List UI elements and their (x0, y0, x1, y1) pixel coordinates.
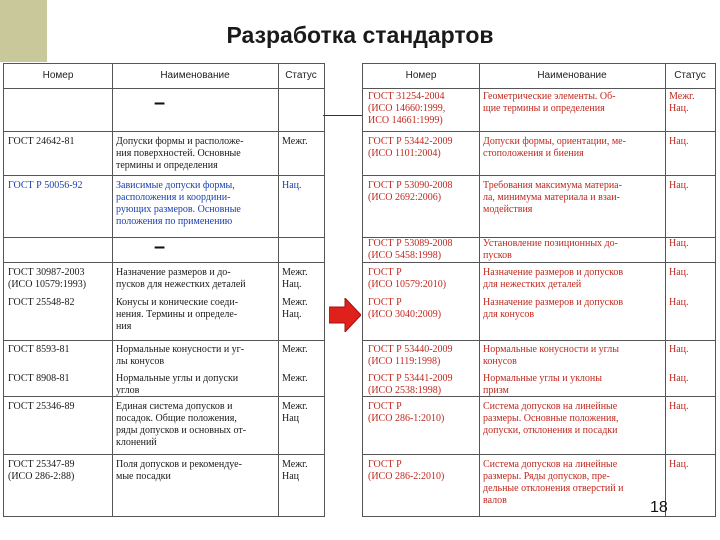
standard-status: Нац. (282, 180, 302, 191)
standard-name: Нормальные углы и уклоны призм (483, 373, 602, 396)
header-number: Номер (363, 64, 479, 89)
right-arrow-icon (329, 298, 361, 332)
standard-name: Нормальные углы и допуски углов (116, 373, 239, 396)
standard-number: ГОСТ Р (ИСО 3040:2009) (368, 297, 442, 320)
old-standards-table (3, 63, 325, 517)
standard-status: Нац. (669, 267, 689, 278)
standard-status: Нац. (669, 459, 689, 470)
header-number: Номер (4, 64, 112, 89)
standard-status: Межг. (282, 136, 308, 147)
standard-number: ГОСТ Р (ИСО 286-1:2010) (368, 401, 445, 424)
standard-number: ГОСТ Р (ИСО 286-2:2010) (368, 459, 445, 482)
standard-number: ГОСТ 8908-81 (8, 373, 70, 384)
standard-name: Система допусков на линейные размеры. Основные положения, допуски, отклонения и посадки (483, 401, 619, 436)
new-standards-table (362, 63, 716, 517)
standard-name: Зависимые допуски формы, расположения и координи- рующих размеров. Основные положения по применению (116, 180, 241, 227)
standard-status: Межг. (282, 373, 308, 384)
standard-number: ГОСТ Р 53089-2008 (ИСО 5458:1998) (368, 238, 453, 261)
standard-status: Межг. Нац (282, 459, 308, 482)
standard-number: ГОСТ 24642-81 (8, 136, 75, 147)
standard-name: Нормальные конусности и углы конусов (483, 344, 619, 367)
standard-number: ГОСТ Р 53440-2009 (ИСО 1119:1998) (368, 344, 453, 367)
standard-name: Установление позиционных до- пусков (483, 238, 618, 261)
standard-number: ГОСТ Р (ИСО 10579:2010) (368, 267, 447, 290)
standard-status: Межг. Нац. (669, 91, 695, 114)
standard-status: Межг. (282, 344, 308, 355)
standard-status: Межг. Нац (282, 401, 308, 424)
standard-status: Нац. (669, 238, 689, 249)
standard-name: Допуски формы, ориентации, ме- стоположения и биения (483, 136, 626, 159)
standard-number: ГОСТ 8593-81 (8, 344, 70, 355)
standard-number: ГОСТ Р 50056-92 (8, 180, 83, 191)
standard-number: ГОСТ 25347-89 (ИСО 286-2:88) (8, 459, 75, 482)
page-title: Разработка стандартов (226, 22, 494, 48)
connector-line (323, 115, 363, 116)
standard-name: Единая система допусков и посадок. Общие положения, ряды допусков и основных от- клонений (116, 401, 247, 448)
standard-name: Нормальные конусности и уг- лы конусов (116, 344, 245, 367)
standard-number: ГОСТ 25346-89 (8, 401, 75, 412)
header-name: Наименование (112, 64, 278, 89)
standard-status: Нац. (669, 401, 689, 412)
standard-name: Требования максимума материа- ла, минимума материала и взаи- модействия (483, 180, 622, 215)
standard-name: Геометрические элементы. Об- щие термины и определения (483, 91, 616, 114)
standard-number: ГОСТ 25548-82 (8, 297, 75, 308)
standard-status: Нац. (669, 180, 689, 191)
standard-number: ГОСТ Р 53090-2008 (ИСО 2692:2006) (368, 180, 453, 203)
no-standard-dash: – (154, 92, 166, 114)
standard-name: Назначение размеров и допусков для нежестких деталей (483, 267, 624, 290)
standard-name: Назначение размеров и допусков для конусов (483, 297, 624, 320)
standard-status: Межг. Нац. (282, 267, 308, 290)
standard-name: Допуски формы и расположе- ния поверхностей. Основные термины и определения (116, 136, 244, 171)
no-standard-dash: – (154, 236, 166, 258)
standard-name: Поля допусков и рекомендуе- мые посадки (116, 459, 242, 482)
page-number: 18 (650, 499, 668, 516)
standard-number: ГОСТ 31254-2004 (ИСО 14660:1999, ИСО 14661:1999) (368, 91, 446, 126)
standard-status: Нац. (669, 136, 689, 147)
header-status: Статус (278, 64, 324, 89)
standard-name: Система допусков на линейные размеры. Ряды допусков, пре- дельные отклонения отверстий и валов (483, 459, 624, 506)
standard-number: ГОСТ Р 53442-2009 (ИСО 1101:2004) (368, 136, 453, 159)
header-name: Наименование (479, 64, 665, 89)
standard-number: ГОСТ 30987-2003 (ИСО 10579:1993) (8, 267, 87, 290)
accent-bar (0, 0, 47, 62)
standard-status: Нац. (669, 373, 689, 384)
standard-name: Назначение размеров и до- пусков для нежестких деталей (116, 267, 246, 290)
standard-status: Нац. (669, 344, 689, 355)
standard-status: Нац. (669, 297, 689, 308)
header-status: Статус (665, 64, 715, 89)
standard-status: Межг. Нац. (282, 297, 308, 320)
standard-number: ГОСТ Р 53441-2009 (ИСО 2538:1998) (368, 373, 453, 396)
standard-name: Конусы и конические соеди- нения. Термины и определе- ния (116, 297, 239, 332)
